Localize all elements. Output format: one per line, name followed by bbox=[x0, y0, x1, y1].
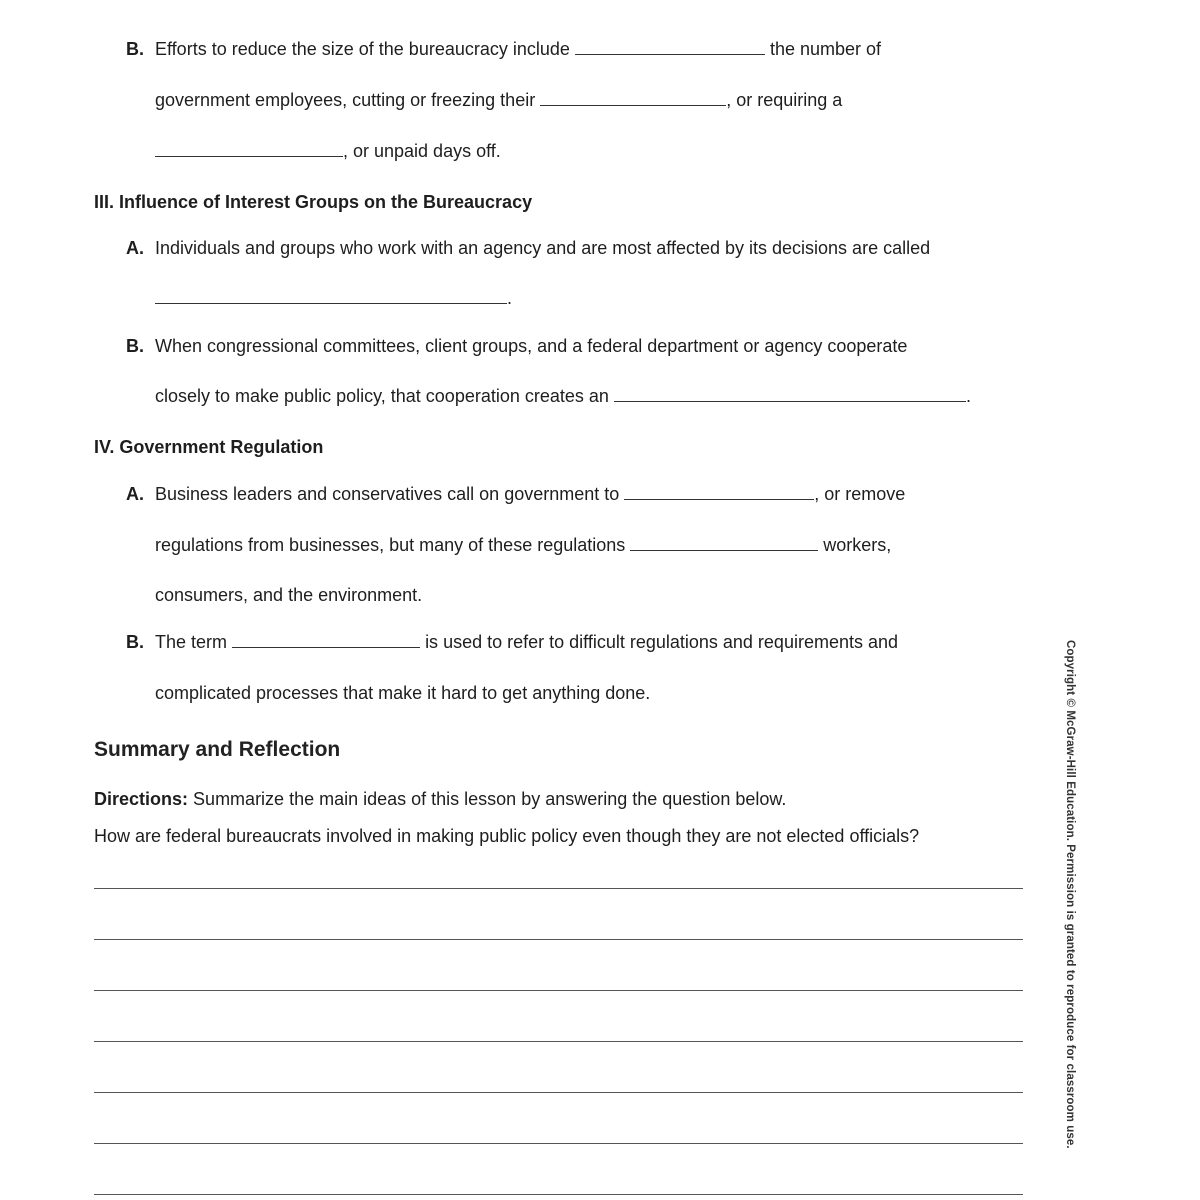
question-text: Efforts to reduce the size of the bureaucracy include bbox=[155, 39, 570, 59]
question-text: Business leaders and conservatives call on government to bbox=[155, 484, 620, 504]
question-line bbox=[155, 38, 881, 60]
fill-blank[interactable] bbox=[614, 385, 966, 402]
question-line bbox=[155, 534, 891, 556]
fill-blank[interactable] bbox=[624, 483, 814, 500]
item-label: B. bbox=[126, 336, 144, 356]
question-text: . bbox=[965, 386, 971, 406]
fill-blank[interactable] bbox=[540, 89, 726, 106]
question-text: consumers, and the environment. bbox=[155, 585, 423, 605]
question-text: Individuals and groups who work with an agency and are most affected by its decisions are called bbox=[155, 238, 931, 258]
question-text: , or unpaid days off. bbox=[343, 141, 501, 161]
question-text: . bbox=[507, 288, 513, 308]
question-text: When congressional committees, client groups, and a federal department or agency cooperate bbox=[155, 336, 908, 356]
section-heading: III. Influence of Interest Groups on the Bureaucracy bbox=[94, 192, 533, 212]
summary-title: Summary and Reflection bbox=[94, 738, 341, 761]
item-label: B. bbox=[126, 39, 144, 59]
question-text: , or remove bbox=[814, 484, 906, 504]
answer-line[interactable] bbox=[94, 1092, 1023, 1093]
item-label: A. bbox=[126, 484, 144, 504]
answer-line[interactable] bbox=[94, 939, 1023, 940]
directions-text: Summarize the main ideas of this lesson by answering the question below. bbox=[193, 789, 787, 809]
reflection-question: How are federal bureaucrats involved in making public policy even though they are not elected officials? bbox=[94, 826, 920, 846]
question-text: The term bbox=[155, 632, 228, 652]
section-heading: IV. Government Regulation bbox=[94, 437, 324, 457]
question-text: , or requiring a bbox=[726, 90, 843, 110]
fill-blank[interactable] bbox=[155, 287, 507, 304]
answer-line[interactable] bbox=[94, 990, 1023, 991]
directions-label: Directions: bbox=[94, 789, 189, 809]
item-label: B. bbox=[126, 632, 144, 652]
question-line bbox=[155, 631, 898, 653]
fill-blank[interactable] bbox=[630, 534, 818, 551]
directions-line bbox=[94, 788, 786, 810]
answer-line[interactable] bbox=[94, 1194, 1023, 1195]
question-text: regulations from businesses, but many of these regulations bbox=[155, 535, 626, 555]
fill-blank[interactable] bbox=[155, 140, 343, 157]
question-text: government employees, cutting or freezing their bbox=[155, 90, 536, 110]
question-line bbox=[155, 483, 905, 505]
item-label: A. bbox=[126, 238, 144, 258]
question-line bbox=[155, 287, 512, 309]
question-text: the number of bbox=[769, 39, 882, 59]
answer-line[interactable] bbox=[94, 888, 1023, 889]
fill-blank[interactable] bbox=[232, 631, 420, 648]
question-line bbox=[155, 89, 842, 111]
question-text: closely to make public policy, that cooperation creates an bbox=[155, 386, 609, 406]
answer-line[interactable] bbox=[94, 1143, 1023, 1144]
question-text: is used to refer to difficult regulations and requirements and bbox=[425, 632, 899, 652]
question-line bbox=[155, 140, 501, 162]
fill-blank[interactable] bbox=[575, 38, 765, 55]
question-text: complicated processes that make it hard to get anything done. bbox=[155, 683, 651, 703]
answer-line[interactable] bbox=[94, 1041, 1023, 1042]
question-text: workers, bbox=[823, 535, 892, 555]
copyright-notice: Copyright © McGraw-Hill Education. Permission is granted to reproduce for classroom use. bbox=[1064, 640, 1076, 1149]
question-line bbox=[155, 385, 971, 407]
